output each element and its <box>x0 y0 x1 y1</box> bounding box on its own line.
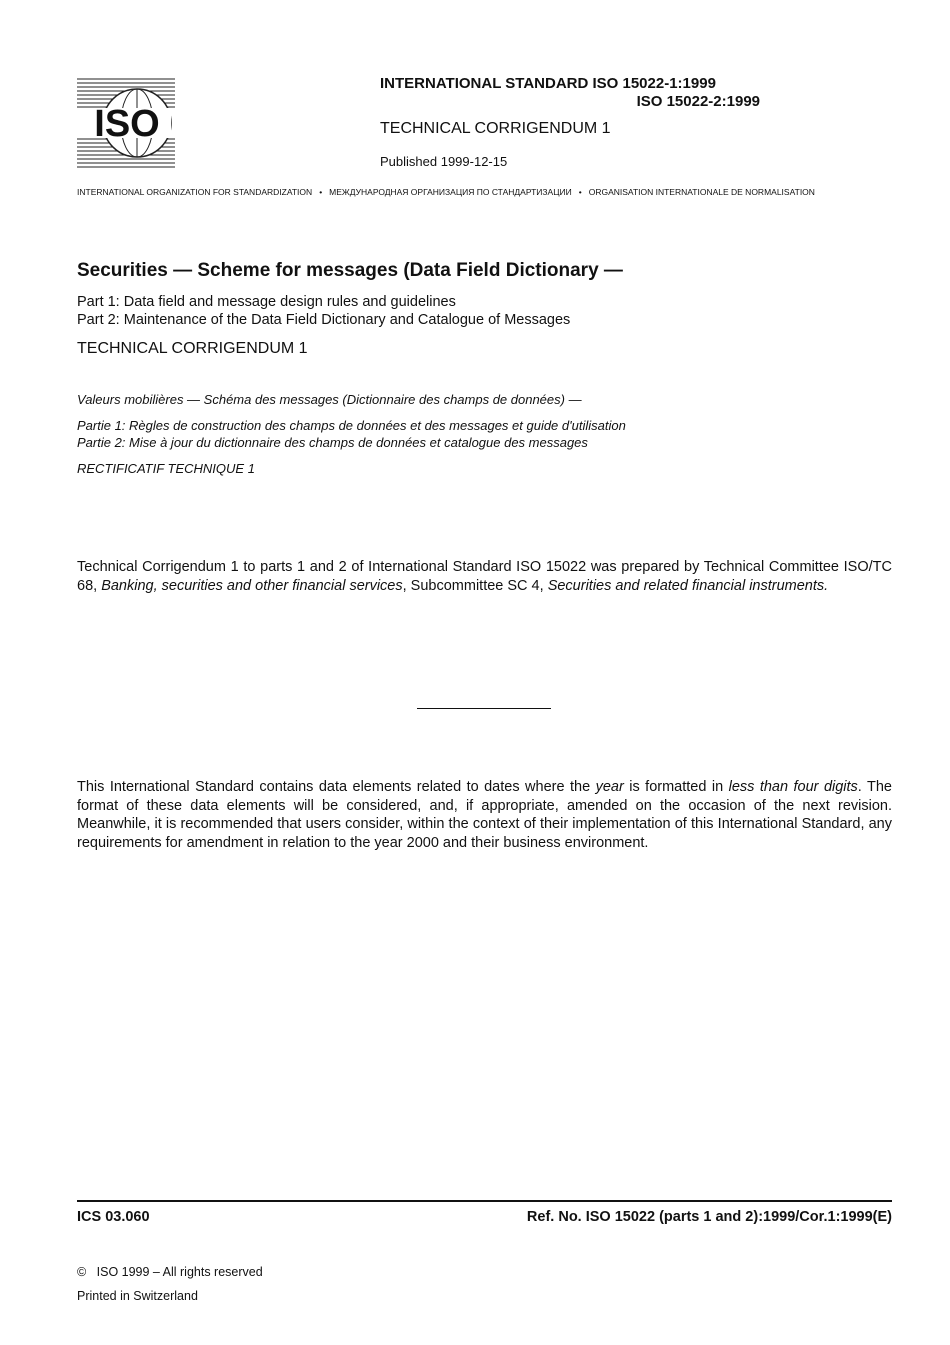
french-title: Valeurs mobilières — Schéma des messages (Dictionnaire des champs de données) — <box>77 392 582 407</box>
reference-number: Ref. No. ISO 15022 (parts 1 and 2):1999/Cor.1:1999(E) <box>526 1209 892 1225</box>
org-name-french: ORGANISATION INTERNATIONALE DE NORMALISATION <box>588 187 815 197</box>
para1-text-2: , Subcommittee SC 4, <box>402 577 548 594</box>
document-title: Securities — Scheme for messages (Data Field Dictionary — <box>77 260 623 281</box>
corrigendum-label: TECHNICAL CORRIGENDUM 1 <box>380 120 611 137</box>
subcommittee-name: Securities and related financial instruments. <box>547 577 829 594</box>
part2-title: Part 2: Maintenance of the Data Field Dictionary and Catalogue of Messages <box>77 312 571 328</box>
para2-text-1: This International Standard contains data elements related to dates where the <box>77 779 596 795</box>
bullet-separator: • <box>578 187 582 197</box>
org-name-english: INTERNATIONAL ORGANIZATION FOR STANDARDIZATION <box>77 187 313 197</box>
iso-logo <box>77 77 175 169</box>
part1-title: Part 1: Data field and message design rules and guidelines <box>77 294 456 310</box>
section-divider <box>417 708 551 709</box>
standard-number-line2: ISO 15022-2:1999 <box>636 93 760 110</box>
french-part2-title: Partie 2: Mise à jour du dictionnaire des champs de données et catalogue des messages <box>77 435 588 450</box>
committee-name: Banking, securities and other financial services <box>101 577 403 594</box>
year-2000-paragraph <box>77 778 892 852</box>
para2-italic-year: year <box>595 779 624 795</box>
preparation-paragraph <box>77 558 892 595</box>
corrigendum-title: TECHNICAL CORRIGENDUM 1 <box>77 340 308 357</box>
footer-rule <box>77 1200 892 1202</box>
printed-location: Printed in Switzerland <box>77 1289 198 1303</box>
organization-names <box>77 186 892 198</box>
standard-number-line1: INTERNATIONAL STANDARD ISO 15022-1:1999 <box>380 75 716 92</box>
copyright-notice: © ISO 1999 – All rights reserved <box>77 1265 263 1279</box>
ics-code: ICS 03.060 <box>77 1209 150 1225</box>
french-part1-title: Partie 1: Règles de construction des champs de données et des messages et guide d'utilisation <box>77 418 626 433</box>
para2-italic-digits: less than four digits <box>728 779 858 795</box>
para2-text-2: is formatted in <box>623 779 729 795</box>
org-name-russian: МЕЖДУНАРОДНАЯ ОРГАНИЗАЦИЯ ПО СТАНДАРТИЗАЦИИ <box>329 187 572 197</box>
french-corrigendum-title: RECTIFICATIF TECHNIQUE 1 <box>77 461 255 476</box>
para2-text-3: . The format of these data elements will be considered, and, if appropriate, amended on the occasion of the next revision. Meanwhile, it is recommended that users consider, within the context of their implementation of this International Standard, any requirements for amendment in relation to the year 2000 and their business environment. <box>77 779 892 851</box>
iso-logo-text: ISO <box>94 103 160 145</box>
bullet-separator: • <box>319 187 323 197</box>
para1-text-1: Technical Corrigendum 1 to parts 1 and 2 of International Standard ISO 15022 was prepared by Technical Committee ISO/TC 68, <box>77 559 892 594</box>
publication-date: Published 1999-12-15 <box>380 154 508 169</box>
